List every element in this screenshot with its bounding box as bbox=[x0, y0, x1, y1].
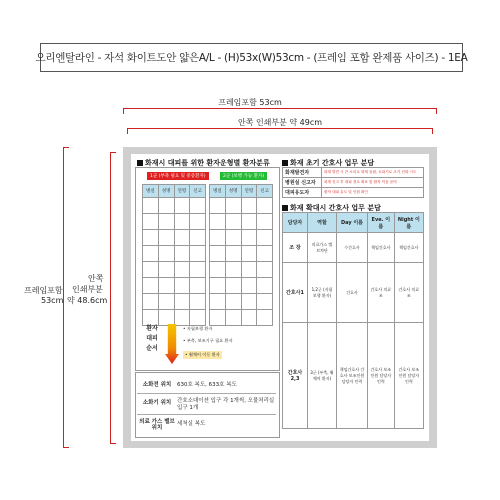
cell-night[interactable]: 간호사 보조인원 담당자 인력 bbox=[394, 323, 423, 429]
group2-table bbox=[209, 184, 273, 326]
cell[interactable] bbox=[241, 278, 257, 294]
print-height-label-3: 약 48.6cm bbox=[67, 296, 108, 305]
cell[interactable] bbox=[210, 198, 226, 214]
col-header: 병실 bbox=[143, 185, 159, 198]
cell-who: 간호사2,3 bbox=[283, 323, 308, 429]
frame-width-tick-right bbox=[436, 108, 437, 114]
cell-day[interactable]: 책임간호사 간호사 보조인원 담당자 인력 bbox=[337, 323, 368, 429]
cell[interactable] bbox=[143, 294, 159, 310]
cell[interactable] bbox=[190, 214, 206, 230]
cell-who: 조 장 bbox=[283, 233, 308, 263]
right-bottom-title-text: 화재 확대시 간호사 업무 분담 bbox=[290, 204, 381, 212]
divider bbox=[137, 414, 276, 415]
legend-item: • 휠체어 이동 환자 bbox=[185, 352, 220, 357]
print-height-label-2: 인쇄부분 bbox=[72, 285, 103, 294]
right-top-title-text: 화재 초기 간호사 업무 분담 bbox=[290, 159, 375, 167]
legend-heading-2: 대피 bbox=[146, 335, 158, 342]
duty-key: 화재발견자 bbox=[283, 168, 322, 178]
cell[interactable] bbox=[143, 214, 159, 230]
info-row-hydrant bbox=[137, 380, 277, 388]
expanded-duty-table bbox=[282, 212, 424, 429]
print-height-line bbox=[110, 152, 111, 444]
frame-height-label-2: 53cm bbox=[41, 296, 64, 305]
col-header: 역할 bbox=[308, 213, 337, 233]
square-bullet-icon bbox=[282, 160, 288, 166]
cell[interactable] bbox=[225, 294, 241, 310]
cell[interactable] bbox=[174, 214, 190, 230]
cell-role: 1,2군 (자립보행 환자) bbox=[308, 263, 337, 323]
cell[interactable] bbox=[257, 246, 273, 262]
print-height-tick-top bbox=[110, 152, 116, 153]
info-value: 세척실 복도 bbox=[177, 421, 206, 427]
cell-day[interactable]: 수간호사 bbox=[337, 233, 368, 263]
legend-item: • 부축, 보조기구 필요 환자 bbox=[183, 338, 233, 343]
product-title: 오리엔탈라인 - 자석 화이트도안 얇은A/L - (H)53x(W)53cm - (프레임 포함 완제품 사이즈) - 1EA bbox=[40, 43, 463, 72]
print-width-tick-right bbox=[432, 128, 433, 134]
cell[interactable] bbox=[257, 294, 273, 310]
print-height-tick-bottom bbox=[110, 443, 116, 444]
frame-width-tick-left bbox=[123, 108, 124, 114]
cell[interactable] bbox=[190, 246, 206, 262]
col-header: 연령 bbox=[174, 185, 190, 198]
cell[interactable] bbox=[210, 214, 226, 230]
info-key: 의료 가스 밸브 위치 bbox=[139, 419, 175, 431]
cell[interactable] bbox=[210, 262, 226, 278]
cell[interactable] bbox=[225, 230, 241, 246]
cell-night[interactable]: 간호사 치료조 bbox=[394, 263, 423, 323]
col-header: Eve. 이름 bbox=[367, 213, 394, 233]
cell[interactable] bbox=[241, 246, 257, 262]
cell[interactable] bbox=[143, 198, 159, 214]
cell-eve[interactable]: 책임간호사 bbox=[367, 233, 394, 263]
print-width-tick-left bbox=[127, 128, 128, 134]
cell[interactable] bbox=[158, 294, 174, 310]
left-panel-title-text: 화재시 대피를 위한 환자운형별 환자분류 bbox=[145, 159, 270, 167]
cell[interactable] bbox=[143, 278, 159, 294]
cell[interactable] bbox=[241, 198, 257, 214]
col-header: 병실 bbox=[210, 185, 226, 198]
info-key: 소화전 위치 bbox=[142, 382, 172, 388]
info-row-gas-valve bbox=[137, 419, 277, 431]
duty-value: 화재 발견 시 큰 소리로 화재 알림, 소화기로 초기 진화 시도 bbox=[322, 168, 424, 178]
cell-role: 의료가스 밸브차단 bbox=[308, 233, 337, 263]
cell[interactable] bbox=[174, 278, 190, 294]
frame-width-label: 프레임포함 53cm bbox=[218, 98, 282, 107]
col-header: 성명 bbox=[225, 185, 241, 198]
frame-height-label-1: 프레임포함 bbox=[24, 286, 63, 295]
col-header: 신고 bbox=[190, 185, 206, 198]
legend-heading-3: 순서 bbox=[146, 345, 158, 352]
cell[interactable] bbox=[257, 262, 273, 278]
print-width-line bbox=[127, 128, 433, 129]
info-key: 소화기 위치 bbox=[142, 400, 172, 406]
print-width-label: 안쪽 인쇄부분 약 49cm bbox=[237, 118, 323, 127]
cell[interactable] bbox=[210, 278, 226, 294]
tag-group1: 1군 (부축 필요 및 중증환자) bbox=[147, 172, 209, 180]
frame-height-tick-top bbox=[63, 147, 69, 148]
cell-night[interactable]: 책임간호사 bbox=[394, 233, 423, 263]
tag-group2: 2군 (보행 가능 환자) bbox=[220, 172, 267, 180]
evacuation-order-legend bbox=[141, 324, 271, 364]
legend-item-text: 부축, 보조기구 필요 환자 bbox=[186, 338, 233, 343]
cell[interactable] bbox=[225, 278, 241, 294]
cell[interactable] bbox=[143, 230, 159, 246]
cell[interactable] bbox=[257, 198, 273, 214]
cell[interactable] bbox=[241, 230, 257, 246]
cell[interactable] bbox=[174, 246, 190, 262]
duty-key: 대피유도자 bbox=[283, 188, 322, 198]
cell[interactable] bbox=[257, 278, 273, 294]
col-header: 신고 bbox=[257, 185, 273, 198]
print-height-label-1: 안쪽 bbox=[88, 274, 104, 283]
cell[interactable] bbox=[190, 198, 206, 214]
cell[interactable] bbox=[174, 198, 190, 214]
cell[interactable] bbox=[241, 262, 257, 278]
cell-eve[interactable]: 간호사 치료조 bbox=[367, 263, 394, 323]
legend-item-text: 자립보행 환자 bbox=[186, 326, 213, 331]
col-header: Night 이름 bbox=[394, 213, 423, 233]
legend-heading-1: 환자 bbox=[146, 325, 158, 332]
frame-width-line bbox=[123, 108, 437, 109]
cell-who: 간호사1 bbox=[283, 263, 308, 323]
cell-eve[interactable]: 간호사 보조인원 담당자 인력 bbox=[367, 323, 394, 429]
legend-item-text: 휠체어 이동 환자 bbox=[188, 352, 220, 357]
divider bbox=[137, 393, 276, 394]
cell[interactable] bbox=[210, 294, 226, 310]
cell[interactable] bbox=[190, 230, 206, 246]
col-header: 성명 bbox=[158, 185, 174, 198]
cell[interactable] bbox=[210, 246, 226, 262]
cell[interactable] bbox=[143, 262, 159, 278]
frame-height-tick-bottom bbox=[63, 447, 69, 448]
col-header: 연령 bbox=[241, 185, 257, 198]
cell[interactable] bbox=[190, 262, 206, 278]
col-header: Day 이름 bbox=[337, 213, 368, 233]
cell[interactable] bbox=[190, 294, 206, 310]
cell[interactable] bbox=[174, 294, 190, 310]
cell[interactable] bbox=[143, 246, 159, 262]
info-value: 630호 복도, 633호 복도 bbox=[177, 382, 237, 388]
legend-arrow bbox=[165, 324, 179, 364]
cell[interactable] bbox=[225, 246, 241, 262]
cell[interactable] bbox=[225, 198, 241, 214]
cell-role: 3군 (부축, 휠체어 환자) bbox=[308, 323, 337, 429]
cell[interactable] bbox=[158, 198, 174, 214]
cell[interactable] bbox=[158, 278, 174, 294]
duty-key: 병원실 신고자 bbox=[283, 178, 322, 188]
cell[interactable] bbox=[210, 230, 226, 246]
cell[interactable] bbox=[257, 214, 273, 230]
cell[interactable] bbox=[225, 214, 241, 230]
cell[interactable] bbox=[190, 278, 206, 294]
cell[interactable] bbox=[158, 214, 174, 230]
cell[interactable] bbox=[174, 230, 190, 246]
cell[interactable] bbox=[257, 230, 273, 246]
cell[interactable] bbox=[241, 214, 257, 230]
square-bullet-icon bbox=[137, 160, 143, 166]
info-value: 간호소대이션 입구 각 1개씩, 오물처리실 입구 1개 bbox=[177, 398, 275, 411]
cell[interactable] bbox=[241, 294, 257, 310]
legend-heading bbox=[141, 324, 163, 354]
cell[interactable] bbox=[158, 230, 174, 246]
group1-table bbox=[142, 184, 206, 326]
col-header: 담당자 bbox=[283, 213, 308, 233]
cell[interactable] bbox=[174, 262, 190, 278]
initial-duty-table bbox=[282, 167, 424, 198]
duty-value: 환자 대피 유도 및 인원 확인 bbox=[322, 188, 424, 198]
duty-value: 화재 신고 후 대피 경로 확보 및 환자 이동 준비 bbox=[322, 178, 424, 188]
cell[interactable] bbox=[158, 246, 174, 262]
cell[interactable] bbox=[158, 262, 174, 278]
square-bullet-icon bbox=[282, 205, 288, 211]
legend-item: • 자립보행 환자 bbox=[183, 326, 213, 331]
info-row-extinguisher bbox=[137, 398, 277, 412]
cell[interactable] bbox=[225, 262, 241, 278]
cell-day[interactable]: 간호사 bbox=[337, 263, 368, 323]
